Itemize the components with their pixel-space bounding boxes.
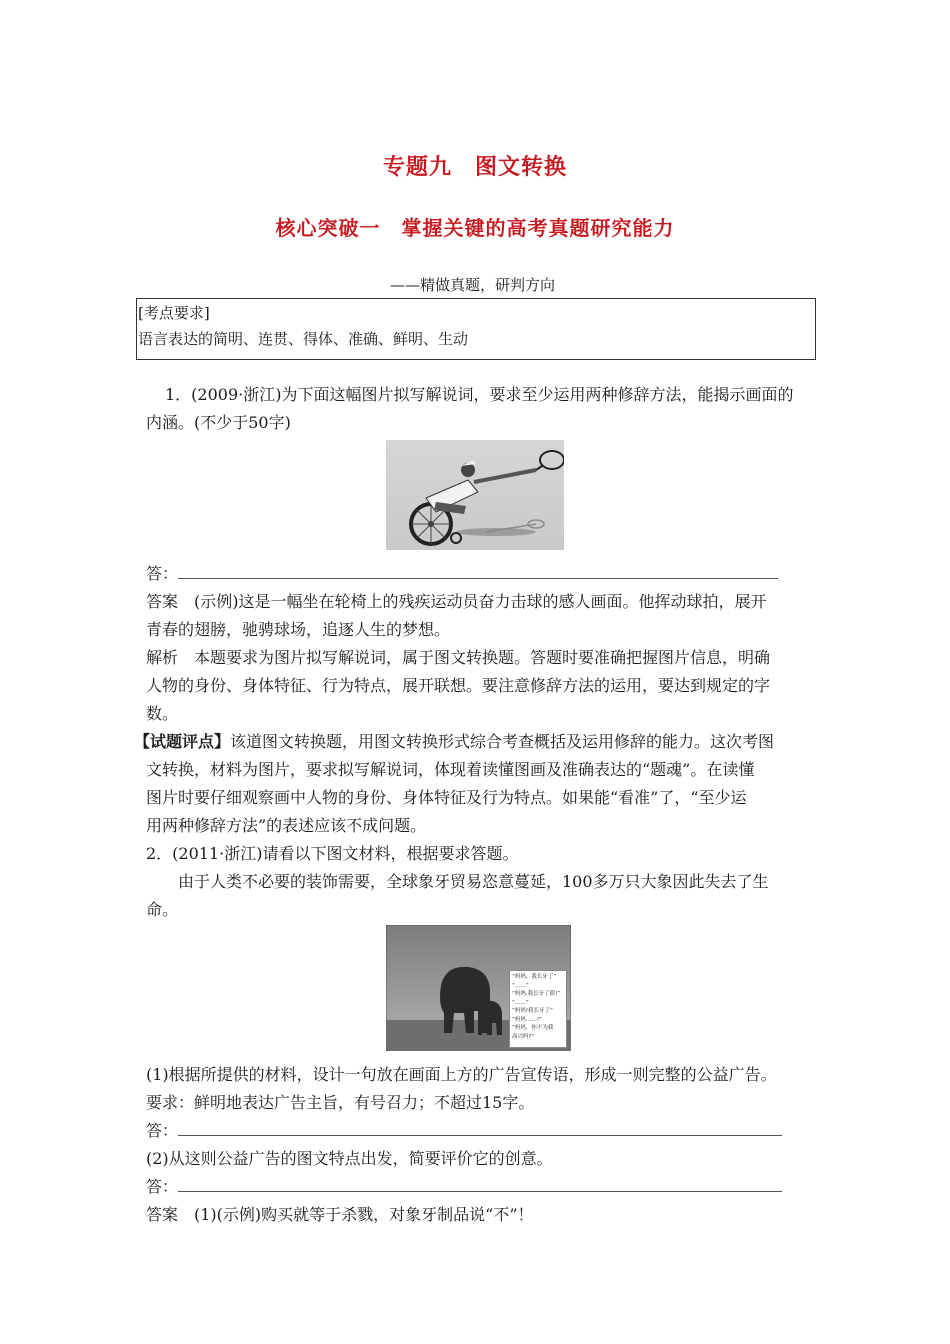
q1-comment-line4: 用两种修辞方法”的表述应该不成问题。: [146, 816, 427, 835]
answer-label: 答：: [146, 1121, 179, 1140]
bubble-line: “妈妈，你不为我: [512, 1025, 554, 1031]
q1-comment-line2: 文转换，材料为图片，要求拟写解说词，体现着读懂图画及准确表达的“题魂”。在读懂: [146, 760, 755, 779]
q2-answer-field-2[interactable]: [178, 1175, 782, 1192]
q1-answer-prompt: [146, 560, 778, 588]
q1-answer-line2: 青春的翅膀，驰骋球场，追逐人生的梦想。: [146, 620, 451, 639]
answer-label: 答：: [146, 564, 179, 583]
q1-stem-line1: 1．(2009·浙江)为下面这幅图片拟写解说词，要求至少运用两种修辞方法，能揭示画面的: [165, 385, 794, 404]
bubble-line: 高兴吗?”: [512, 1033, 535, 1040]
q2-answer-prompt-2: [146, 1173, 782, 1201]
bubble-line: “……”: [512, 982, 529, 989]
comment-text: 该道图文转换题，用图文转换形式综合考查概括及运用修辞的能力。这次考图: [230, 732, 775, 751]
bubble-line: “妈妈,我长牙了耶!”: [512, 991, 561, 997]
section-title: 核心突破一 掌握关键的高考真题研究能力: [275, 216, 675, 240]
wheelchair-tennis-photo: [386, 440, 564, 550]
requirements-heading: [考点要求]: [138, 304, 210, 322]
q2-stem: 2．(2011·浙江)请看以下图文材料，根据要求答题。: [146, 844, 519, 863]
speech-panel: [509, 970, 567, 1048]
q1-analysis-line3: 数。: [146, 704, 179, 723]
elephant-ad-photo: [386, 925, 571, 1051]
q1-analysis-line2: 人物的身份、身体特征、行为特点，展开联想。要注意修辞方法的运用，要达到规定的字: [146, 676, 771, 695]
q1-answer-field[interactable]: [178, 562, 778, 579]
requirements-body: 语言表达的简明、连贯、得体、准确、鲜明、生动: [138, 330, 469, 348]
q2-material-line2: 命。: [146, 900, 179, 919]
page-title: 专题九 图文转换: [382, 155, 567, 180]
tagline: ——精做真题，研判方向: [390, 276, 556, 294]
q2-sub1-requirement: 要求：鲜明地表达广告主旨，有号召力；不超过15字。: [146, 1093, 535, 1112]
q1-comment-line3: 图片时要仔细观察画中人物的身份、身体特征及行为特点。如果能“看准”了，“至少运: [146, 788, 747, 807]
q2-answer-prompt-1: [146, 1117, 782, 1145]
q1-comment-line1: [134, 728, 774, 756]
bubble-line: “……”: [512, 999, 529, 1006]
bubble-line: “妈妈，我长牙了”: [512, 974, 557, 980]
q1-analysis-line1: 解析 本题要求为图片拟写解说词，属于图文转换题。答题时要准确把握图片信息，明确: [146, 648, 771, 667]
comment-badge: 【试题评点】: [134, 732, 231, 751]
q2-answer-field-1[interactable]: [178, 1119, 782, 1136]
q1-stem-line2: 内涵。(不少于50字): [146, 413, 291, 432]
q2-material-line1: 由于人类不必要的装饰需要，全球象牙贸易恣意蔓延，100多万只大象因此失去了生: [178, 872, 769, 891]
q2-answer-final: 答案 (1)(示例)购买就等于杀戮，对象牙制品说“不”！: [146, 1205, 534, 1224]
q1-answer-line1: 答案 (示例)这是一幅坐在轮椅上的残疾运动员奋力击球的感人画面。他挥动球拍，展开: [146, 592, 767, 611]
q2-sub1: (1)根据所提供的材料，设计一句放在画面上方的广告宣传语，形成一则完整的公益广告。: [146, 1065, 777, 1084]
bubble-line: “妈妈!我长牙了”: [512, 1008, 553, 1014]
answer-label: 答：: [146, 1177, 179, 1196]
q2-sub2: (2)从这则公益广告的图文特点出发，简要评价它的创意。: [146, 1149, 553, 1168]
bubble-line: “妈妈……!”: [512, 1016, 542, 1023]
wheelchair-tennis-figure: [386, 440, 564, 550]
